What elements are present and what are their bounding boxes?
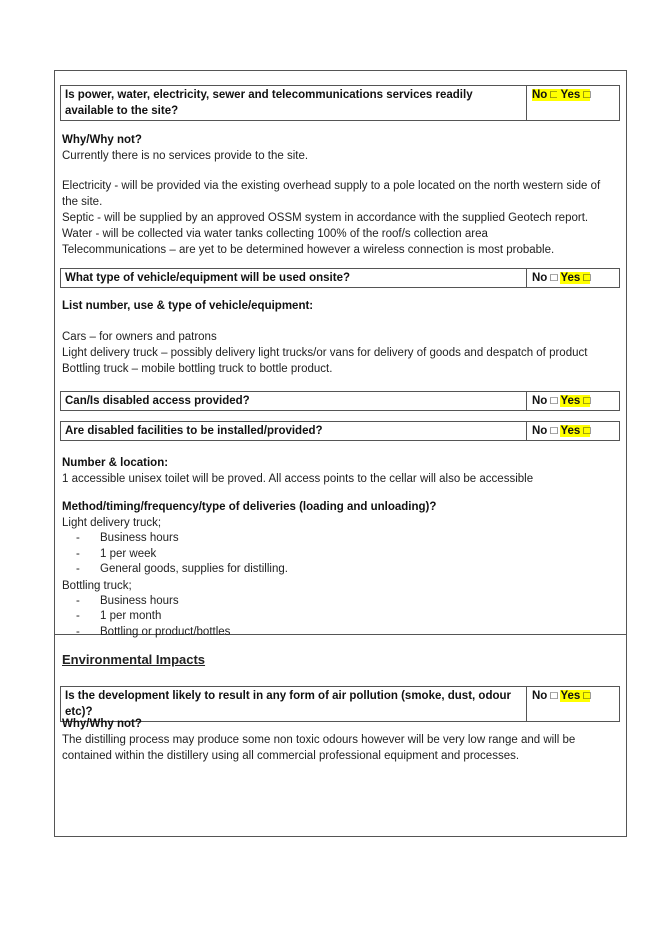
method-heading: Method/timing/frequency/type of deliveries (loading and unloading)? [62,501,437,513]
list-item: - General goods, supplies for distilling. [62,562,436,578]
list-item: - Business hours [62,531,436,547]
question-disabled-access [60,391,620,411]
list-item: - Bottling or product/bottles [62,625,436,641]
list-item: - Business hours [62,594,436,610]
question-text: What type of vehicle/equipment will be used onsite? [61,269,527,287]
environmental-impacts-heading: Environmental Impacts [62,652,206,667]
why-services [62,132,618,258]
yes-checkbox[interactable]: Yes □ [560,89,591,101]
why-heading: Why/Why not? [62,718,142,730]
question-text: Can/Is disabled access provided? [61,392,527,410]
list-item: Bottling truck – mobile bottling truck to bottle product. [62,363,333,375]
list-heading: List number, use & type of vehicle/equipment: [62,300,314,312]
no-checkbox[interactable]: No □ [532,425,558,437]
no-checkbox[interactable]: No □ [532,690,558,702]
no-checkbox[interactable]: No □ [532,272,558,284]
question-services [60,85,620,121]
water-text: Water - will be collected via water tanks collecting 100% of the roof/s collection area [62,228,488,240]
list-item: Cars – for owners and patrons [62,331,217,343]
why-text: The distilling process may produce some non toxic odours however will be very low range and will be contained within the distillery using all commercial professional equipment and processes. [62,734,576,762]
question-disabled-facilities [60,421,620,441]
number-text: 1 accessible unisex toilet will be proved. All access points to the cellar will also be accessible [62,473,534,485]
telecom-text: Telecommunications – are yet to be determined however a wireless connection is most probable. [62,244,555,256]
list-item: - 1 per month [62,609,436,625]
why-heading: Why/Why not? [62,134,142,146]
electricity-text: Electricity - will be provided via the existing overhead supply to a pole located on the north western side of the site. [62,180,601,208]
question-text: Is the development likely to result in any form of air pollution (smoke, dust, odour etc)? [61,687,527,721]
yes-checkbox[interactable]: Yes □ [560,272,591,284]
bottling-truck-label: Bottling truck; [62,579,132,592]
why-text: Currently there is no services provide to the site. [62,150,309,162]
question-vehicles [60,268,620,288]
yes-checkbox[interactable]: Yes □ [560,395,591,407]
deliveries [62,499,436,640]
yes-checkbox[interactable]: Yes □ [560,425,591,437]
no-checkbox[interactable]: No □ [532,395,558,407]
yes-checkbox[interactable]: Yes □ [560,690,591,702]
light-truck-list [62,531,436,578]
list-item: Light delivery truck – possibly delivery light trucks/or vans for delivery of goods and despatch of product [62,347,588,359]
number-heading: Number & location: [62,457,169,469]
light-truck-label: Light delivery truck; [62,517,162,529]
question-text: Are disabled facilities to be installed/provided? [61,422,527,440]
bottling-truck-list [62,594,436,641]
question-text: Is power, water, electricity, sewer and telecommunications services readily available to the site? [61,86,527,120]
number-location [62,455,533,487]
no-checkbox[interactable]: No □ [532,89,558,101]
why-air-pollution [62,716,622,764]
list-item: - 1 per week [62,547,436,563]
septic-text: Septic - will be supplied by an approved OSSM system in accordance with the supplied Geotech report. [62,212,589,224]
vehicle-list [62,329,587,377]
